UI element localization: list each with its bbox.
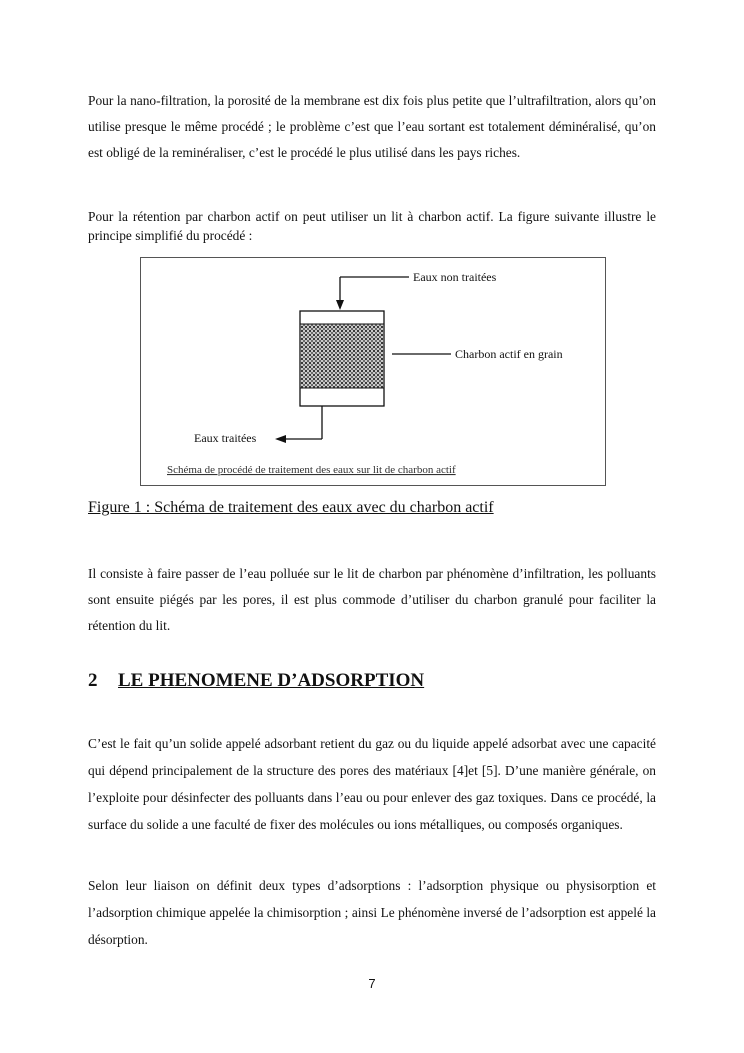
label-eaux-traitees: Eaux traitées [194, 431, 257, 445]
paragraph-charbon-intro: Pour la rétention par charbon actif on peut utiliser un lit à charbon actif. La figure suivante illustre le principe simplifié du procédé : [88, 209, 656, 243]
charbon-bed-fill [301, 324, 383, 388]
paragraph-nanofiltration: Pour la nano-filtration, la porosité de la membrane est dix fois plus petite que l’ultrafiltration, alors qu’on utilise presque le même procédé ; le problème c’est que l’eau sortant est totalement déminéralisé, qu’on est obligé de la reminéraliser, c’est le procédé le plus utilisé dans les pays riches. [88, 93, 656, 160]
figure-diagram [140, 257, 606, 486]
page-number: 7 [368, 976, 376, 991]
inlet-arrow-icon [336, 300, 344, 310]
section-title: LE PHENOMENE D’ADSORPTION [118, 670, 425, 691]
figure-caption: Figure 1 : Schéma de traitement des eaux avec du charbon actif [88, 499, 494, 516]
section-number: 2 [88, 670, 98, 691]
paragraph-adsorption-definition: C’est le fait qu’un solide appelé adsorbant retient du gaz ou du liquide appelé adsorbat avec une capacité qui dépend principalement de la structure des pores des matériaux [4]et [5]. D’une manière générale, on l’exploite pour désinfecter des polluants dans l’eau ou pour enlever des gaz toxiques. Dans ce procédé, la surface du solide a une faculté de fixer des molécules ou ions métalliques, ou composés organiques. [88, 736, 656, 832]
paragraph-adsorption-types: Selon leur liaison on définit deux types d’adsorptions : l’adsorption physique ou physisorption et l’adsorption chimique appelée la chimisorption ; ainsi Le phénomène inversé de l’adsorption est appelé la désorption. [88, 878, 656, 947]
section-heading [88, 670, 424, 692]
paragraph-infiltration: Il consiste à faire passer de l’eau polluée sur le lit de charbon par phénomène d’infiltration, les polluants sont ensuite piégés par les pores, il est plus commode d’utiliser du charbon granulé pour faciliter la rétention du lit. [88, 566, 656, 633]
label-eaux-non-traitees: Eaux non traitées [413, 270, 497, 284]
outlet-arrow-icon [275, 435, 286, 443]
diagram-inner-caption: Schéma de procédé de traitement des eaux sur lit de charbon actif [167, 464, 456, 476]
charbon-bed-diagram [141, 258, 607, 487]
label-charbon-actif: Charbon actif en grain [455, 347, 563, 361]
